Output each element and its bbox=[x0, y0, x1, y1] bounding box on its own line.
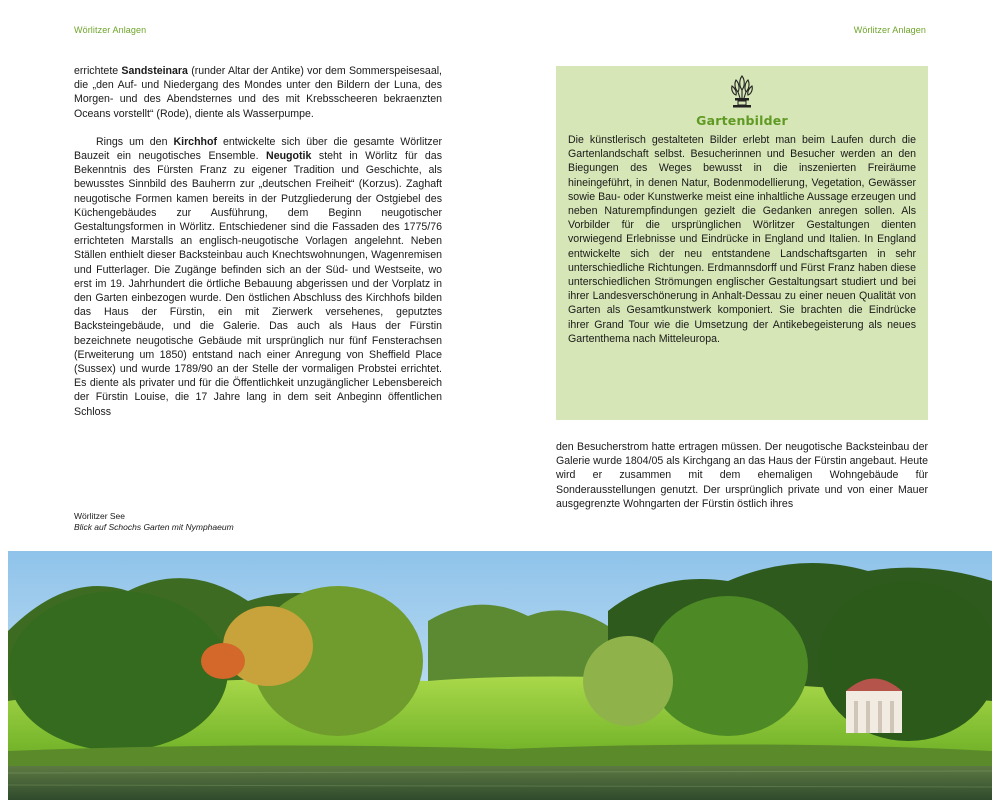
text-run: entwickelte sich über die gesamte Wörlitzer Bauzeit ein neugotisches Ensemble. bbox=[74, 135, 442, 163]
paragraph-galerie: den Besucherstrom hatte ertragen müssen. Der neugotische Backsteinbau der Galerie wurde 1804/05 als Kirchgang an das Haus der Fürstin angebaut. Heute wird er zusammen mit dem ehemaligen Wohngebäude für Sonderausstellungen genutzt. Der ursprünglich private und von einer Mauer ausgegrenzte Wohngarten der Fürstin östlich ihres bbox=[556, 441, 928, 510]
text-run: errichtete bbox=[74, 65, 122, 77]
nymphaeum-building bbox=[846, 679, 902, 734]
sidebar-box-gartenbilder bbox=[556, 66, 928, 420]
caption-subtitle: Blick auf Schochs Garten mit Nymphaeum bbox=[74, 522, 234, 532]
text-run: Rings um den bbox=[96, 135, 174, 148]
landscape-photo bbox=[8, 551, 992, 800]
running-head-left: Wörlitzer Anlagen bbox=[74, 25, 147, 35]
paragraph-kirchhof bbox=[74, 135, 442, 419]
wreath-emblem-icon bbox=[729, 74, 755, 110]
caption-title: Wörlitzer See bbox=[74, 511, 126, 521]
left-column bbox=[74, 64, 442, 419]
right-column bbox=[556, 440, 928, 511]
paragraph-sandsteinara bbox=[74, 64, 442, 121]
sidebar-body: Die künstlerisch gestalteten Bilder erlebt man beim Laufen durch die Gartenlandschaft selbst. Besucherinnen und Besucher werden an den Biegungen des Weges bewusst in die inszenierten Freiräume hineingeführt, in denen Natur, Bodenmodellierung, Vegetation, Gewässer sowie Bau- oder Kunstwerke meist eine inhaltliche Aussage erzeugen und neben Naturempfindungen gezielt die Gedanken anregen sollen. Als Vorbilder für die ursprünglichen Wörlitzer Gestaltungen dienten vorwiegend Erlebnisse und Eindrücke in England und Italien. In England entwickelte sich der neu entstandene Landschaftsgarten in sehr unterschiedliche Richtungen. Erdmannsdorff und Fürst Franz haben diese unterschiedlichen Strömungen englischer Gestaltungsart studiert und bei ihrer Landesverschönerung in Anhalt-Dessau zu einer neuen Qualität von Garten als Gesamtkunstwerk komponiert. Sie brachten die Eindrücke ihrer Grand Tour wie die Umsetzung der Antikebegeisterung als neues Gartenthema nach Mitteleuropa. bbox=[568, 134, 916, 345]
sidebar-title: Gartenbilder bbox=[696, 113, 788, 128]
text-run: steht in Wörlitz für das Bekenntnis des Fürsten Franz zu eigener Tradition und Geschichte, als bewusstes Sinnbild des Bauherrn zur „deutschen Freiheit“ (Korzus). Zaghaft neugotische Formen kamen bereits in der Putzgliederung der Ostgiebel des Küchengebäudes zur Ausführung, dem Beginn neugotischer Gestaltungsformen in Wörlitz. Entschiedener sind die Fassaden des 1775/76 errichteten Marstalls an englisch-neugotische Vorlagen angelehnt. Neben Ställen enthielt dieser Backsteinbau auch Knechtswohnungen, Wagenremisen und Futterlager. Die Zugänge befinden sich an der Süd- und Westseite, wo erst im 19. Jahrhundert die örtliche Bebauung abgerissen und der Vorplatz in den Garten einbezogen wurde. Den östlichen Abschluss des Kirchhofs bilden das Haus der Fürstin, ein mit Zierwerk versehenes, geputztes Backsteingebäude, und die Galerie. Das auch als Haus der Fürstin bezeichnete neugotische Gebäude mit ursprünglich nur fünf Fensterachsen (Erweiterung um 1850) entstand nach einer Anregung von Sheffield Place (Sussex) und wurde 1789/90 an der Stelle der vormaligen Probstei errichtet. Es diente als privater und für die Öffentlichkeit unzugänglicher Lebensbereich der Fürstin Louise, die 17 Jahre lang in dem seit Anbeginn öffentlichen Schloss bbox=[74, 150, 442, 418]
bold-term-kirchhof: Kirchhof bbox=[173, 135, 218, 148]
bold-term-sandsteinara: Sandsteinara bbox=[121, 65, 188, 77]
text-run: (runder Altar der Antike) vor dem Sommerspeisesaal, die „den Auf- und Niedergang des Mondes unter den Bildern der Luna, des Morgen- und des Abendsternes und des mit Krebsscheeren bekraenzten Oceans vorstellt“ (Rode), diente als Wasserpumpe. bbox=[74, 65, 443, 120]
photo-caption bbox=[74, 511, 234, 533]
running-head-right: Wörlitzer Anlagen bbox=[853, 25, 926, 35]
bold-term-neugotik: Neugotik bbox=[266, 150, 312, 163]
